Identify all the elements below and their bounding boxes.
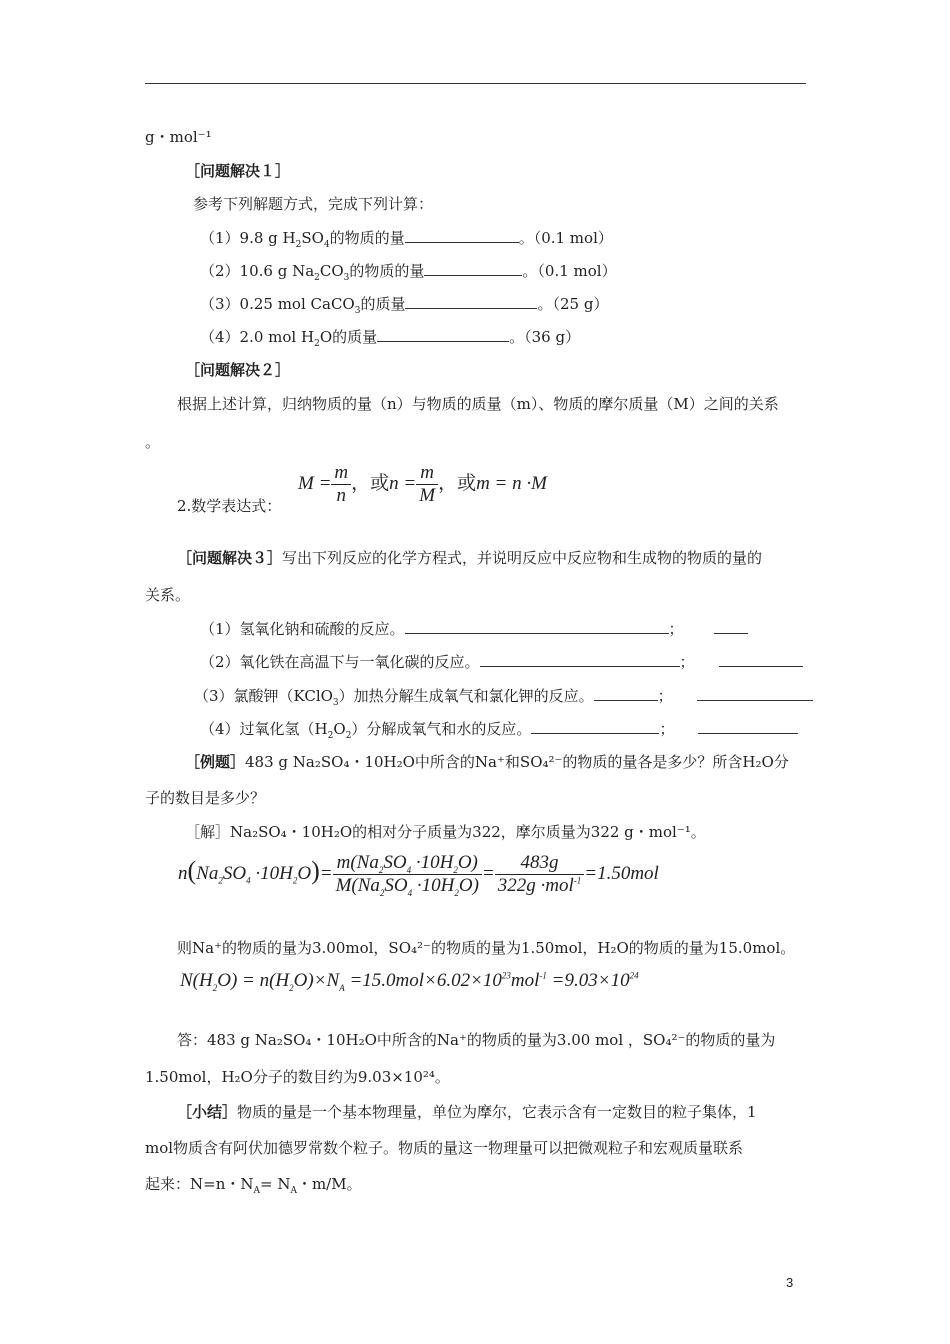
problem3-item-4: （4）过氧化氢$(H_2O_2)$分解成氧气和水的反应。 ；	[200, 719, 798, 739]
problem1-item-4: （4）2.0 mol $H_2O$的质量 。（36 g）	[200, 328, 581, 349]
equation-blank[interactable]	[531, 719, 659, 734]
unit-line: g・mol⁻¹	[145, 128, 212, 146]
answer-blank[interactable]	[405, 228, 519, 243]
expression-label: 2.数学表达式：	[177, 497, 282, 515]
answer-blank[interactable]	[377, 327, 509, 342]
equation-blank[interactable]	[405, 619, 669, 634]
relation-blank[interactable]	[697, 686, 813, 701]
problem1-intro: 参考下列解题方式，完成下列计算：	[193, 195, 434, 213]
example-line2: 子的数目是多少？	[145, 789, 266, 807]
problem3-line2: 关系。	[145, 586, 191, 604]
relation-formula: M = $\frac{m}{n}$ ，或n = $\frac{m}{M}$ ，或m = n ·M	[298, 462, 547, 506]
summary-line2: mol物质含有阿伏加德罗常数个粒子。物质的量这一物理量可以把微观粒子和宏观质量联系	[145, 1139, 744, 1157]
example-title: ［例题］	[185, 753, 246, 771]
example-result: 则Na⁺的物质的量为3.00mol，SO₄²⁻的物质的量为1.50mol，H₂O的物质的量为15.0mol。	[177, 939, 796, 957]
page-number: 3	[786, 1275, 794, 1290]
summary-title: ［小结］	[177, 1103, 238, 1121]
problem3-title: ［问题解决３］	[177, 549, 283, 567]
problem2-title: ［问题解决２］	[185, 361, 291, 379]
molecule-count-equation: $N(H_2O) = n(H_2O)\times N_A =15.0mol\times 6.02\times 10^{23}mol^{-1} =9.03\times 10^{24}$	[180, 970, 639, 993]
example-solution: ［解］Na₂SO₄・10H₂O的相对分子质量为322，摩尔质量为322 g・mol⁻¹。	[185, 823, 706, 841]
answer-blank[interactable]	[424, 261, 522, 276]
problem3-line1: ［问题解决３］写出下列反应的化学方程式，并说明反应中反应物和生成物的物质的量的	[177, 549, 763, 567]
problem1-item-1: （1）9.8 g $H_2SO_4$的物质的量 。（0.1 mol）	[200, 229, 613, 250]
problem3-item-3: （3）氯酸钾（KClO$_3$）加热分解生成氧气和氯化钾的反应。 ；	[194, 686, 813, 706]
equation-blank[interactable]	[594, 686, 658, 701]
problem1-item-3: （3）0.25 mol CaCO$_3$的质量 。（25 g）	[200, 295, 609, 316]
problem2-end: 。	[145, 433, 161, 451]
relation-blank[interactable]	[698, 719, 798, 734]
answer-line1: 答：483 g Na₂SO₄・10H₂O中所含的Na⁺的物质的量为3.00 mol ，SO₄²⁻的物质的量为	[177, 1031, 776, 1049]
problem3-item-1: （1）氢氧化钠和硫酸的反应。 ；	[200, 619, 748, 639]
relation-blank[interactable]	[714, 619, 748, 634]
relation-blank[interactable]	[719, 652, 803, 667]
example-line1: ［例题］483 g Na₂SO₄・10H₂O中所含的Na⁺和SO₄²⁻的物质的量各是多少？所含H₂O分	[185, 753, 789, 771]
summary-line1: ［小结］物质的量是一个基本物理量，单位为摩尔，它表示含有一定数目的粒子集体，1	[177, 1103, 757, 1121]
problem3-item-2: （2）氧化铁在高温下与一氧化碳的反应。 ；	[200, 652, 803, 672]
moles-equation: $n(Na_2SO_4 \cdot 10H_2O)=$ $\frac{m(Na_2SO_4 \cdot 10H_2O)}{M(Na_2SO_4 \cdot 10H_2O)}$ = $\frac{483g}{322g \cdot mol^{-1}}$ =1.50mol	[178, 852, 659, 898]
header-rule	[145, 83, 806, 84]
problem1-item-2: （2）10.6 g $Na_2CO_3$的物质的量 。（0.1 mol）	[200, 262, 617, 283]
summary-line3: 起来：N=n・$N_A= N_A$・m/M。	[145, 1175, 362, 1196]
problem2-text: 根据上述计算，归纳物质的量（n）与物质的质量（m）、物质的摩尔质量（M）之间的关系	[177, 395, 779, 413]
equation-blank[interactable]	[480, 652, 680, 667]
answer-line2: 1.50mol，H₂O分子的数目约为9.03×10²⁴。	[145, 1068, 450, 1086]
answer-blank[interactable]	[405, 294, 537, 309]
problem1-title: ［问题解决１］	[185, 162, 291, 180]
